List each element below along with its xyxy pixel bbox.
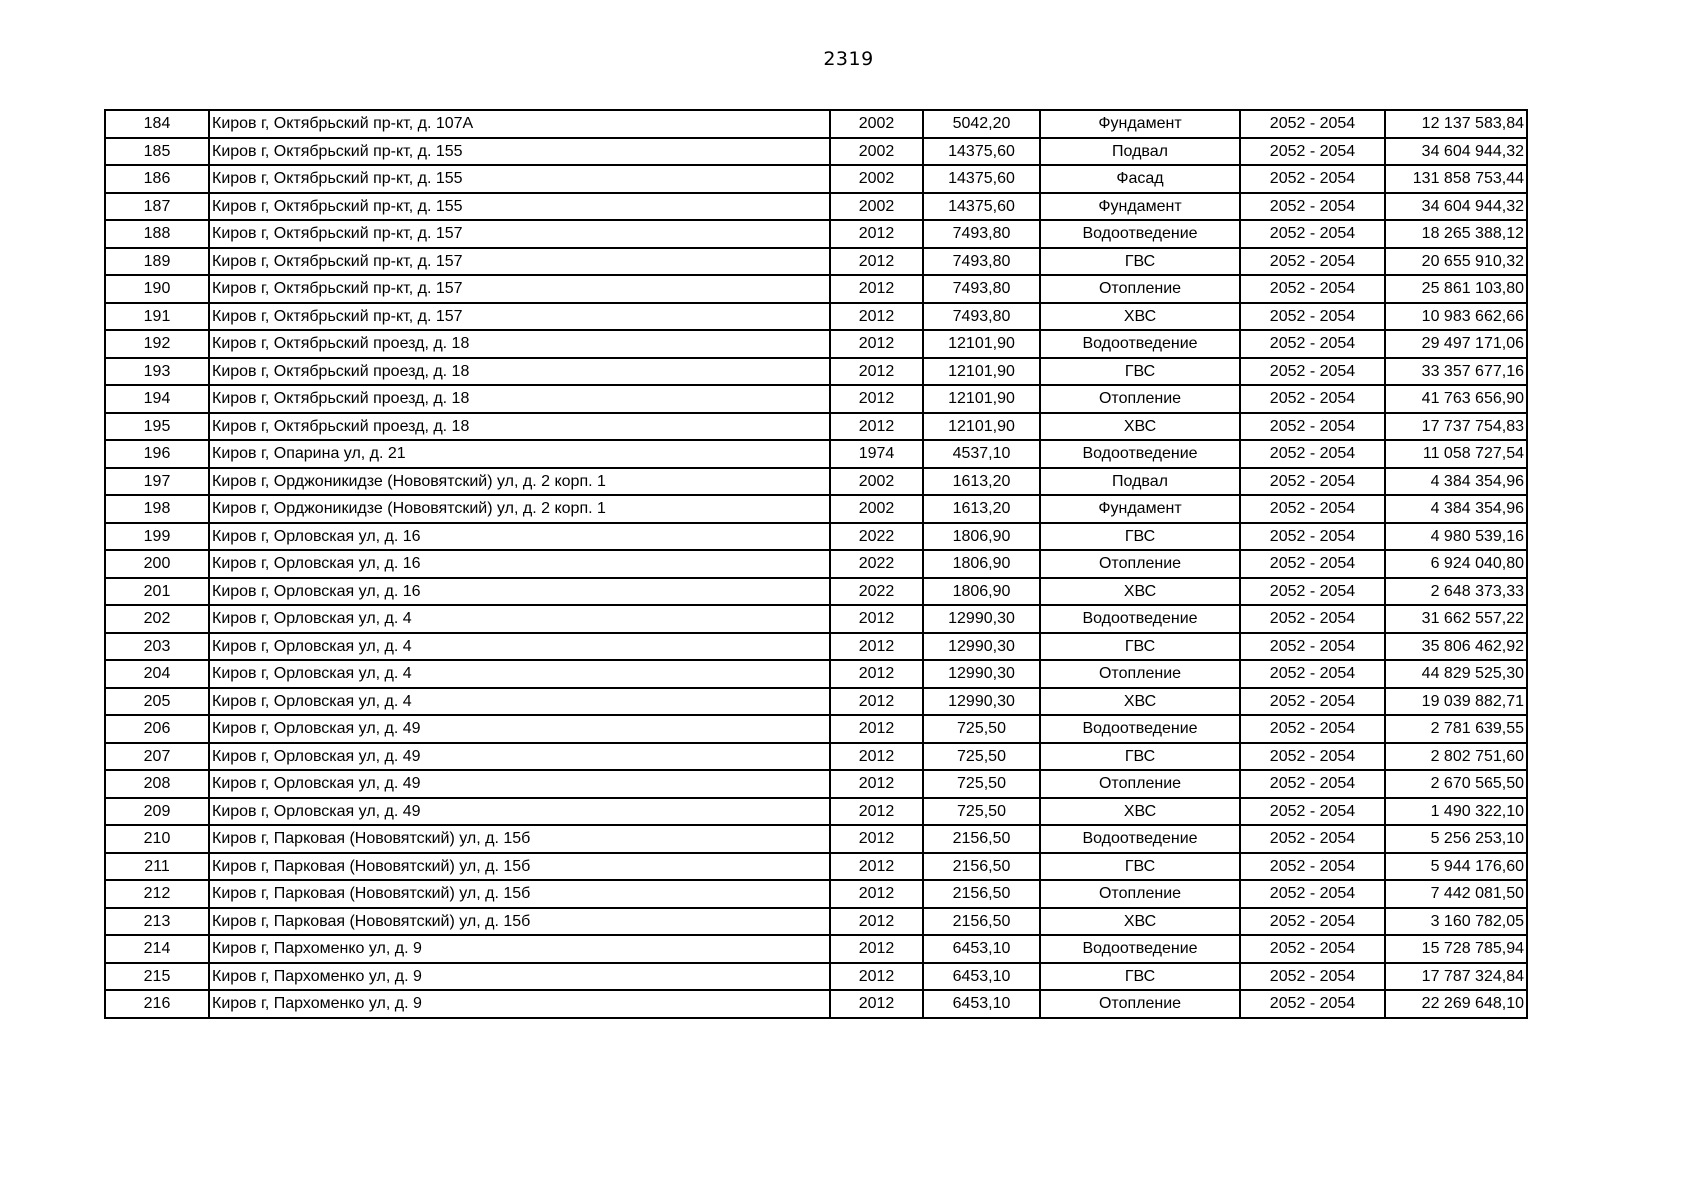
area-cell: 14375,60: [923, 193, 1040, 221]
row-number-cell: 207: [105, 743, 209, 771]
address-cell: Киров г, Парковая (Нововятский) ул, д. 15б: [209, 825, 830, 853]
address-cell: Киров г, Октябрьский пр-кт, д. 155: [209, 165, 830, 193]
period-cell: 2052 - 2054: [1240, 550, 1385, 578]
work-type-cell: Фундамент: [1040, 495, 1240, 523]
table-row: [105, 990, 1527, 1018]
table-row: [105, 440, 1527, 468]
cost-cell: 35 806 462,92: [1385, 633, 1527, 661]
row-number-cell: 213: [105, 908, 209, 936]
area-cell: 7493,80: [923, 303, 1040, 331]
address-cell: Киров г, Октябрьский проезд, д. 18: [209, 385, 830, 413]
area-cell: 725,50: [923, 770, 1040, 798]
area-cell: 12101,90: [923, 358, 1040, 386]
address-cell: Киров г, Орловская ул, д. 4: [209, 633, 830, 661]
address-cell: Киров г, Октябрьский пр-кт, д. 157: [209, 220, 830, 248]
address-cell: Киров г, Парковая (Нововятский) ул, д. 15б: [209, 908, 830, 936]
year-built-cell: 2012: [830, 220, 923, 248]
area-cell: 12990,30: [923, 633, 1040, 661]
table-row: [105, 165, 1527, 193]
address-cell: Киров г, Орловская ул, д. 49: [209, 715, 830, 743]
cost-cell: 15 728 785,94: [1385, 935, 1527, 963]
area-cell: 6453,10: [923, 935, 1040, 963]
cost-cell: 12 137 583,84: [1385, 110, 1527, 138]
work-type-cell: ГВС: [1040, 358, 1240, 386]
period-cell: 2052 - 2054: [1240, 385, 1385, 413]
period-cell: 2052 - 2054: [1240, 248, 1385, 276]
work-type-cell: Подвал: [1040, 138, 1240, 166]
year-built-cell: 2012: [830, 660, 923, 688]
work-type-cell: Водоотведение: [1040, 825, 1240, 853]
work-type-cell: Отопление: [1040, 550, 1240, 578]
year-built-cell: 2012: [830, 303, 923, 331]
address-cell: Киров г, Октябрьский пр-кт, д. 157: [209, 303, 830, 331]
cost-cell: 5 256 253,10: [1385, 825, 1527, 853]
row-number-cell: 206: [105, 715, 209, 743]
period-cell: 2052 - 2054: [1240, 715, 1385, 743]
page-number: 2319: [823, 48, 874, 70]
table-row: [105, 413, 1527, 441]
work-type-cell: Отопление: [1040, 880, 1240, 908]
row-number-cell: 215: [105, 963, 209, 991]
row-number-cell: 198: [105, 495, 209, 523]
period-cell: 2052 - 2054: [1240, 358, 1385, 386]
period-cell: 2052 - 2054: [1240, 110, 1385, 138]
area-cell: 7493,80: [923, 248, 1040, 276]
year-built-cell: 2012: [830, 275, 923, 303]
area-cell: 1806,90: [923, 578, 1040, 606]
table-row: [105, 908, 1527, 936]
year-built-cell: 2022: [830, 550, 923, 578]
cost-cell: 3 160 782,05: [1385, 908, 1527, 936]
row-number-cell: 197: [105, 468, 209, 496]
address-cell: Киров г, Октябрьский пр-кт, д. 155: [209, 138, 830, 166]
table-row: [105, 275, 1527, 303]
repair-schedule-table: [104, 109, 1528, 1019]
address-cell: Киров г, Орловская ул, д. 4: [209, 605, 830, 633]
cost-cell: 131 858 753,44: [1385, 165, 1527, 193]
row-number-cell: 196: [105, 440, 209, 468]
table-row: [105, 770, 1527, 798]
area-cell: 14375,60: [923, 165, 1040, 193]
year-built-cell: 2002: [830, 468, 923, 496]
cost-cell: 6 924 040,80: [1385, 550, 1527, 578]
area-cell: 2156,50: [923, 853, 1040, 881]
row-number-cell: 210: [105, 825, 209, 853]
period-cell: 2052 - 2054: [1240, 935, 1385, 963]
year-built-cell: 2012: [830, 743, 923, 771]
year-built-cell: 2012: [830, 688, 923, 716]
work-type-cell: Фундамент: [1040, 193, 1240, 221]
table-row: [105, 495, 1527, 523]
year-built-cell: 2002: [830, 110, 923, 138]
year-built-cell: 2012: [830, 935, 923, 963]
area-cell: 6453,10: [923, 990, 1040, 1018]
period-cell: 2052 - 2054: [1240, 495, 1385, 523]
period-cell: 2052 - 2054: [1240, 990, 1385, 1018]
row-number-cell: 205: [105, 688, 209, 716]
cost-cell: 5 944 176,60: [1385, 853, 1527, 881]
area-cell: 12101,90: [923, 413, 1040, 441]
row-number-cell: 192: [105, 330, 209, 358]
cost-cell: 2 670 565,50: [1385, 770, 1527, 798]
period-cell: 2052 - 2054: [1240, 220, 1385, 248]
work-type-cell: Водоотведение: [1040, 440, 1240, 468]
period-cell: 2052 - 2054: [1240, 523, 1385, 551]
work-type-cell: ХВС: [1040, 303, 1240, 331]
area-cell: 1613,20: [923, 495, 1040, 523]
address-cell: Киров г, Октябрьский пр-кт, д. 107А: [209, 110, 830, 138]
period-cell: 2052 - 2054: [1240, 853, 1385, 881]
year-built-cell: 2022: [830, 523, 923, 551]
work-type-cell: ГВС: [1040, 743, 1240, 771]
table-row: [105, 825, 1527, 853]
cost-cell: 22 269 648,10: [1385, 990, 1527, 1018]
table-row: [105, 605, 1527, 633]
address-cell: Киров г, Пархоменко ул, д. 9: [209, 935, 830, 963]
period-cell: 2052 - 2054: [1240, 605, 1385, 633]
work-type-cell: Отопление: [1040, 770, 1240, 798]
area-cell: 2156,50: [923, 825, 1040, 853]
year-built-cell: 2012: [830, 413, 923, 441]
year-built-cell: 2012: [830, 798, 923, 826]
work-type-cell: ГВС: [1040, 853, 1240, 881]
table-row: [105, 468, 1527, 496]
row-number-cell: 195: [105, 413, 209, 441]
cost-cell: 11 058 727,54: [1385, 440, 1527, 468]
year-built-cell: 2012: [830, 908, 923, 936]
year-built-cell: 2012: [830, 770, 923, 798]
work-type-cell: Отопление: [1040, 275, 1240, 303]
cost-cell: 2 802 751,60: [1385, 743, 1527, 771]
cost-cell: 44 829 525,30: [1385, 660, 1527, 688]
cost-cell: 17 787 324,84: [1385, 963, 1527, 991]
cost-cell: 2 648 373,33: [1385, 578, 1527, 606]
area-cell: 12101,90: [923, 385, 1040, 413]
address-cell: Киров г, Пархоменко ул, д. 9: [209, 963, 830, 991]
area-cell: 4537,10: [923, 440, 1040, 468]
row-number-cell: 209: [105, 798, 209, 826]
work-type-cell: ХВС: [1040, 413, 1240, 441]
period-cell: 2052 - 2054: [1240, 770, 1385, 798]
work-type-cell: ХВС: [1040, 908, 1240, 936]
work-type-cell: ГВС: [1040, 248, 1240, 276]
work-type-cell: ГВС: [1040, 963, 1240, 991]
year-built-cell: 2012: [830, 248, 923, 276]
period-cell: 2052 - 2054: [1240, 138, 1385, 166]
address-cell: Киров г, Октябрьский пр-кт, д. 157: [209, 275, 830, 303]
row-number-cell: 185: [105, 138, 209, 166]
address-cell: Киров г, Орджоникидзе (Нововятский) ул, д. 2 корп. 1: [209, 468, 830, 496]
year-built-cell: 2012: [830, 358, 923, 386]
period-cell: 2052 - 2054: [1240, 825, 1385, 853]
cost-cell: 10 983 662,66: [1385, 303, 1527, 331]
area-cell: 14375,60: [923, 138, 1040, 166]
area-cell: 725,50: [923, 798, 1040, 826]
work-type-cell: ХВС: [1040, 798, 1240, 826]
period-cell: 2052 - 2054: [1240, 908, 1385, 936]
area-cell: 12101,90: [923, 330, 1040, 358]
period-cell: 2052 - 2054: [1240, 688, 1385, 716]
cost-cell: 1 490 322,10: [1385, 798, 1527, 826]
table-row: [105, 798, 1527, 826]
cost-cell: 41 763 656,90: [1385, 385, 1527, 413]
table-row: [105, 880, 1527, 908]
table-row: [105, 303, 1527, 331]
period-cell: 2052 - 2054: [1240, 165, 1385, 193]
table-row: [105, 248, 1527, 276]
work-type-cell: ХВС: [1040, 688, 1240, 716]
cost-cell: 4 384 354,96: [1385, 495, 1527, 523]
period-cell: 2052 - 2054: [1240, 413, 1385, 441]
address-cell: Киров г, Октябрьский пр-кт, д. 155: [209, 193, 830, 221]
work-type-cell: Водоотведение: [1040, 715, 1240, 743]
table-row: [105, 550, 1527, 578]
row-number-cell: 201: [105, 578, 209, 606]
work-type-cell: Фасад: [1040, 165, 1240, 193]
table-row: [105, 743, 1527, 771]
row-number-cell: 204: [105, 660, 209, 688]
address-cell: Киров г, Орловская ул, д. 4: [209, 660, 830, 688]
cost-cell: 33 357 677,16: [1385, 358, 1527, 386]
work-type-cell: Водоотведение: [1040, 330, 1240, 358]
address-cell: Киров г, Опарина ул, д. 21: [209, 440, 830, 468]
row-number-cell: 189: [105, 248, 209, 276]
cost-cell: 7 442 081,50: [1385, 880, 1527, 908]
row-number-cell: 184: [105, 110, 209, 138]
table-row: [105, 935, 1527, 963]
table-row: [105, 330, 1527, 358]
row-number-cell: 188: [105, 220, 209, 248]
area-cell: 12990,30: [923, 688, 1040, 716]
year-built-cell: 2012: [830, 825, 923, 853]
work-type-cell: Водоотведение: [1040, 220, 1240, 248]
row-number-cell: 186: [105, 165, 209, 193]
table-row: [105, 963, 1527, 991]
row-number-cell: 203: [105, 633, 209, 661]
table-body: [105, 110, 1527, 1018]
row-number-cell: 212: [105, 880, 209, 908]
row-number-cell: 216: [105, 990, 209, 1018]
address-cell: Киров г, Октябрьский проезд, д. 18: [209, 413, 830, 441]
row-number-cell: 199: [105, 523, 209, 551]
address-cell: Киров г, Октябрьский проезд, д. 18: [209, 358, 830, 386]
cost-cell: 2 781 639,55: [1385, 715, 1527, 743]
address-cell: Киров г, Орловская ул, д. 4: [209, 688, 830, 716]
table-row: [105, 715, 1527, 743]
area-cell: 6453,10: [923, 963, 1040, 991]
work-type-cell: Подвал: [1040, 468, 1240, 496]
table-row: [105, 578, 1527, 606]
table-row: [105, 853, 1527, 881]
year-built-cell: 2012: [830, 715, 923, 743]
area-cell: 1806,90: [923, 550, 1040, 578]
address-cell: Киров г, Орловская ул, д. 16: [209, 523, 830, 551]
area-cell: 5042,20: [923, 110, 1040, 138]
period-cell: 2052 - 2054: [1240, 880, 1385, 908]
year-built-cell: 2012: [830, 853, 923, 881]
address-cell: Киров г, Орловская ул, д. 49: [209, 798, 830, 826]
address-cell: Киров г, Парковая (Нововятский) ул, д. 15б: [209, 853, 830, 881]
period-cell: 2052 - 2054: [1240, 275, 1385, 303]
area-cell: 2156,50: [923, 880, 1040, 908]
row-number-cell: 194: [105, 385, 209, 413]
work-type-cell: Фундамент: [1040, 110, 1240, 138]
period-cell: 2052 - 2054: [1240, 303, 1385, 331]
year-built-cell: 2012: [830, 990, 923, 1018]
period-cell: 2052 - 2054: [1240, 578, 1385, 606]
year-built-cell: 2002: [830, 138, 923, 166]
table-row: [105, 660, 1527, 688]
table-row: [105, 110, 1527, 138]
row-number-cell: 202: [105, 605, 209, 633]
year-built-cell: 2012: [830, 963, 923, 991]
period-cell: 2052 - 2054: [1240, 440, 1385, 468]
cost-cell: 34 604 944,32: [1385, 193, 1527, 221]
cost-cell: 34 604 944,32: [1385, 138, 1527, 166]
row-number-cell: 211: [105, 853, 209, 881]
row-number-cell: 187: [105, 193, 209, 221]
work-type-cell: Отопление: [1040, 385, 1240, 413]
row-number-cell: 191: [105, 303, 209, 331]
work-type-cell: Водоотведение: [1040, 935, 1240, 963]
work-type-cell: ХВС: [1040, 578, 1240, 606]
area-cell: 7493,80: [923, 220, 1040, 248]
work-type-cell: Отопление: [1040, 990, 1240, 1018]
year-built-cell: 2012: [830, 605, 923, 633]
period-cell: 2052 - 2054: [1240, 468, 1385, 496]
year-built-cell: 2002: [830, 165, 923, 193]
work-type-cell: Водоотведение: [1040, 605, 1240, 633]
work-type-cell: ГВС: [1040, 633, 1240, 661]
cost-cell: 29 497 171,06: [1385, 330, 1527, 358]
address-cell: Киров г, Парковая (Нововятский) ул, д. 15б: [209, 880, 830, 908]
area-cell: 12990,30: [923, 605, 1040, 633]
year-built-cell: 2012: [830, 330, 923, 358]
year-built-cell: 1974: [830, 440, 923, 468]
period-cell: 2052 - 2054: [1240, 660, 1385, 688]
area-cell: 725,50: [923, 743, 1040, 771]
period-cell: 2052 - 2054: [1240, 743, 1385, 771]
table-row: [105, 688, 1527, 716]
table-row: [105, 358, 1527, 386]
period-cell: 2052 - 2054: [1240, 798, 1385, 826]
cost-cell: 4 980 539,16: [1385, 523, 1527, 551]
address-cell: Киров г, Октябрьский проезд, д. 18: [209, 330, 830, 358]
year-built-cell: 2022: [830, 578, 923, 606]
cost-cell: 31 662 557,22: [1385, 605, 1527, 633]
address-cell: Киров г, Орловская ул, д. 16: [209, 550, 830, 578]
period-cell: 2052 - 2054: [1240, 330, 1385, 358]
area-cell: 7493,80: [923, 275, 1040, 303]
row-number-cell: 190: [105, 275, 209, 303]
table-row: [105, 633, 1527, 661]
address-cell: Киров г, Пархоменко ул, д. 9: [209, 990, 830, 1018]
cost-cell: 25 861 103,80: [1385, 275, 1527, 303]
work-type-cell: ГВС: [1040, 523, 1240, 551]
cost-cell: 19 039 882,71: [1385, 688, 1527, 716]
area-cell: 1613,20: [923, 468, 1040, 496]
address-cell: Киров г, Орловская ул, д. 16: [209, 578, 830, 606]
area-cell: 12990,30: [923, 660, 1040, 688]
year-built-cell: 2012: [830, 880, 923, 908]
address-cell: Киров г, Орджоникидзе (Нововятский) ул, д. 2 корп. 1: [209, 495, 830, 523]
address-cell: Киров г, Октябрьский пр-кт, д. 157: [209, 248, 830, 276]
row-number-cell: 214: [105, 935, 209, 963]
period-cell: 2052 - 2054: [1240, 963, 1385, 991]
row-number-cell: 193: [105, 358, 209, 386]
cost-cell: 17 737 754,83: [1385, 413, 1527, 441]
year-built-cell: 2002: [830, 193, 923, 221]
row-number-cell: 200: [105, 550, 209, 578]
address-cell: Киров г, Орловская ул, д. 49: [209, 770, 830, 798]
table-row: [105, 138, 1527, 166]
area-cell: 725,50: [923, 715, 1040, 743]
period-cell: 2052 - 2054: [1240, 633, 1385, 661]
area-cell: 2156,50: [923, 908, 1040, 936]
table-row: [105, 523, 1527, 551]
table-row: [105, 193, 1527, 221]
table-row: [105, 385, 1527, 413]
year-built-cell: 2002: [830, 495, 923, 523]
period-cell: 2052 - 2054: [1240, 193, 1385, 221]
year-built-cell: 2012: [830, 633, 923, 661]
cost-cell: 18 265 388,12: [1385, 220, 1527, 248]
cost-cell: 20 655 910,32: [1385, 248, 1527, 276]
area-cell: 1806,90: [923, 523, 1040, 551]
cost-cell: 4 384 354,96: [1385, 468, 1527, 496]
year-built-cell: 2012: [830, 385, 923, 413]
work-type-cell: Отопление: [1040, 660, 1240, 688]
table-row: [105, 220, 1527, 248]
address-cell: Киров г, Орловская ул, д. 49: [209, 743, 830, 771]
row-number-cell: 208: [105, 770, 209, 798]
